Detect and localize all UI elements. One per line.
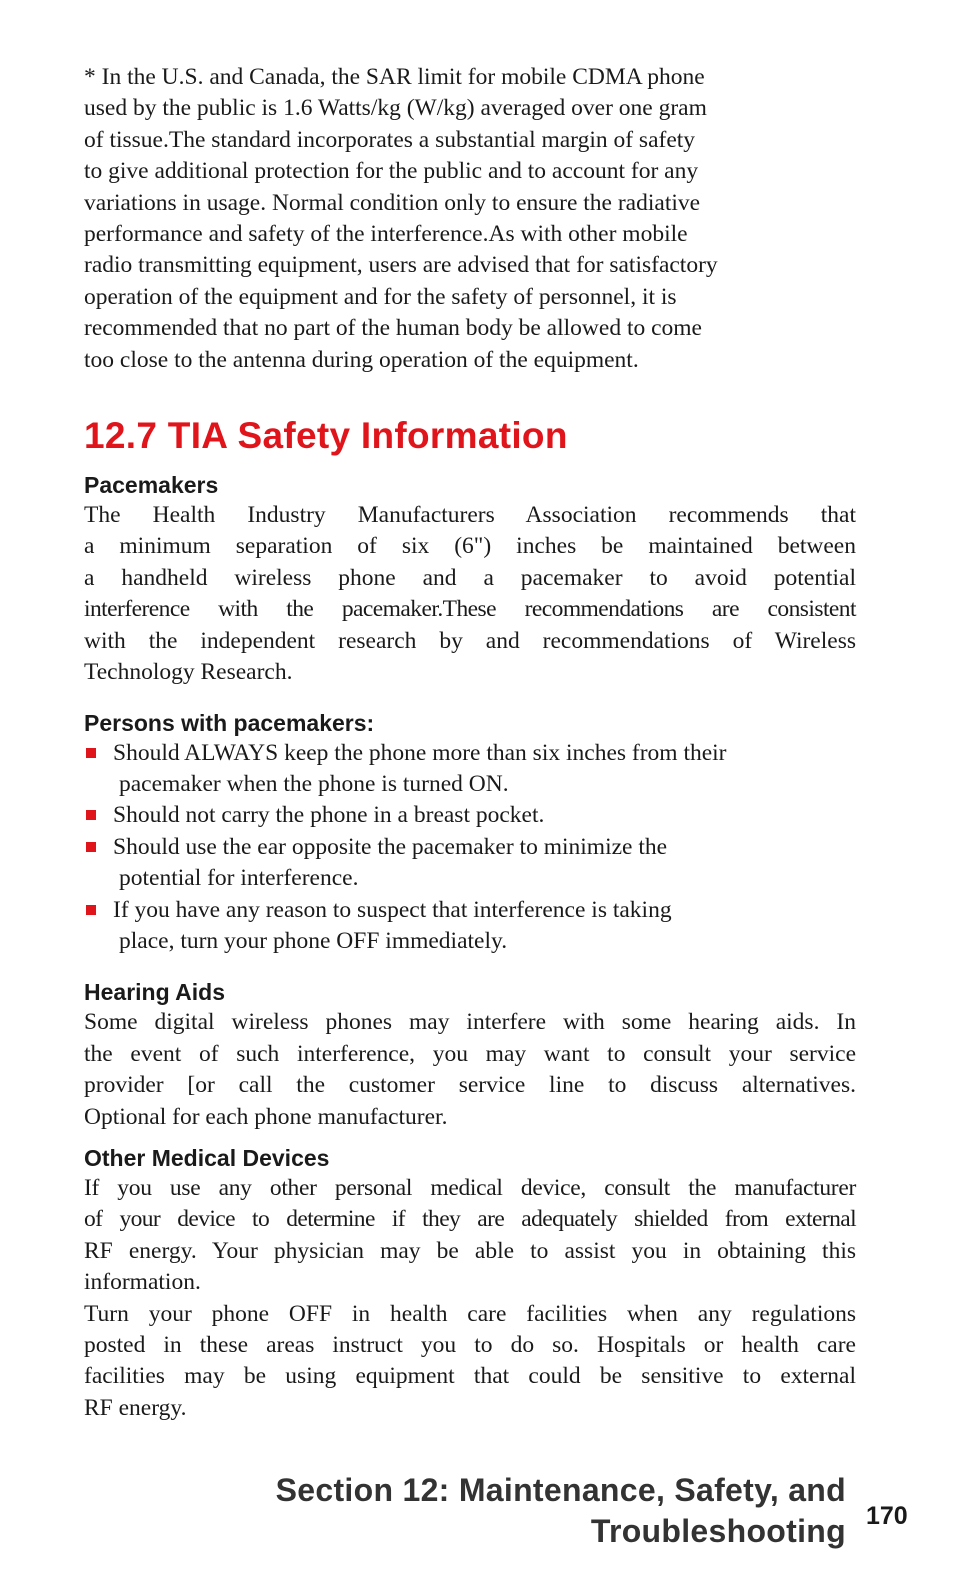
- text-line: The Health Industry Manufacturers Association recommends that: [84, 502, 856, 529]
- text-line: * In the U.S. and Canada, the SAR limit for mobile CDMA phone: [84, 64, 705, 90]
- text-line: Technology Research.: [84, 659, 293, 686]
- pacemaker-guidelines-list: [84, 738, 856, 958]
- section-title: 12.7 TIA Safety Information: [84, 415, 568, 457]
- square-bullet-icon: [86, 748, 96, 758]
- text-line: of your device to determine if they are adequately shielded from external: [84, 1206, 856, 1233]
- text-line: information.: [84, 1269, 201, 1296]
- health-care-facilities-paragraph: [84, 1299, 856, 1425]
- text-line: Some digital wireless phones may interfere with some hearing aids. In: [84, 1009, 856, 1036]
- page-number: 170: [866, 1502, 908, 1530]
- square-bullet-icon: [86, 905, 96, 915]
- text-line: facilities may be using equipment that could be sensitive to external: [84, 1363, 856, 1390]
- text-line: Turn your phone OFF in health care facilities when any regulations: [84, 1300, 856, 1327]
- list-item: [84, 832, 856, 895]
- text-line: used by the public is 1.6 Watts/kg (W/kg) averaged over one gram: [84, 95, 707, 122]
- text-line: variations in usage. Normal condition only to ensure the radiative: [84, 189, 701, 216]
- text-line: too close to the antenna during operation of the equipment.: [84, 346, 639, 373]
- text-line: provider [or call the customer service line to discuss alternatives.: [84, 1072, 856, 1099]
- hearing-aids-heading: Hearing Aids: [84, 979, 226, 1006]
- text-line: interference with the pacemaker.These recommendations are consistent: [84, 596, 856, 623]
- pacemakers-paragraph: [84, 500, 856, 688]
- text-line: performance and safety of the interference.As with other mobile: [84, 221, 688, 248]
- text-line: a minimum separation of six (6") inches be maintained between: [84, 533, 856, 560]
- text-line: RF energy. Your physician may be able to assist you in obtaining this: [84, 1237, 856, 1264]
- list-item-continuation: pacemaker when the phone is turned ON.: [119, 770, 509, 797]
- text-line: the event of such interference, you may want to consult your service: [84, 1040, 856, 1067]
- list-item-continuation: potential for interference.: [119, 865, 359, 892]
- list-item-text: If you have any reason to suspect that interference is taking: [113, 896, 672, 923]
- square-bullet-icon: [86, 842, 96, 852]
- text-line: posted in these areas instruct you to do so. Hospitals or health care: [84, 1332, 856, 1358]
- footer-section-subtitle: Troubleshooting: [590, 1513, 846, 1549]
- list-item: [84, 800, 856, 831]
- text-line: to give additional protection for the public and to account for any: [84, 158, 699, 185]
- list-item-continuation: place, turn your phone OFF immediately.: [119, 927, 508, 954]
- list-item: [84, 738, 856, 801]
- other-medical-devices-paragraph: [84, 1173, 856, 1299]
- section-footer: [276, 1470, 846, 1552]
- text-line: of tissue.The standard incorporates a substantial margin of safety: [84, 126, 696, 153]
- text-line: operation of the equipment and for the safety of personnel, it is: [84, 283, 677, 310]
- text-line: a handheld wireless phone and a pacemaker to avoid potential: [84, 564, 856, 591]
- footer-section-title: Section 12: Maintenance, Safety, and: [275, 1472, 846, 1508]
- sar-footnote: [84, 62, 856, 376]
- list-item-text: Should ALWAYS keep the phone more than six inches from their: [113, 739, 727, 766]
- text-line: with the independent research by and recommendations of Wireless: [84, 627, 856, 654]
- square-bullet-icon: [86, 810, 96, 820]
- text-line: radio transmitting equipment, users are advised that for satisfactory: [84, 252, 718, 279]
- list-item-text: Should use the ear opposite the pacemaker to minimize the: [113, 833, 668, 860]
- text-line: Optional for each phone manufacturer.: [84, 1103, 448, 1130]
- list-item-text: Should not carry the phone in a breast pocket.: [113, 802, 545, 829]
- pacemakers-heading: Pacemakers: [84, 472, 219, 499]
- list-item: [84, 895, 856, 958]
- text-line: If you use any other personal medical device, consult the manufacturer: [84, 1174, 856, 1201]
- text-line: recommended that no part of the human body be allowed to come: [84, 315, 702, 342]
- persons-with-pacemakers-heading: Persons with pacemakers:: [84, 709, 375, 736]
- other-medical-devices-heading: Other Medical Devices: [84, 1144, 330, 1171]
- text-line: RF energy.: [84, 1394, 187, 1421]
- page-content: [84, 62, 856, 1424]
- hearing-aids-paragraph: [84, 1007, 856, 1133]
